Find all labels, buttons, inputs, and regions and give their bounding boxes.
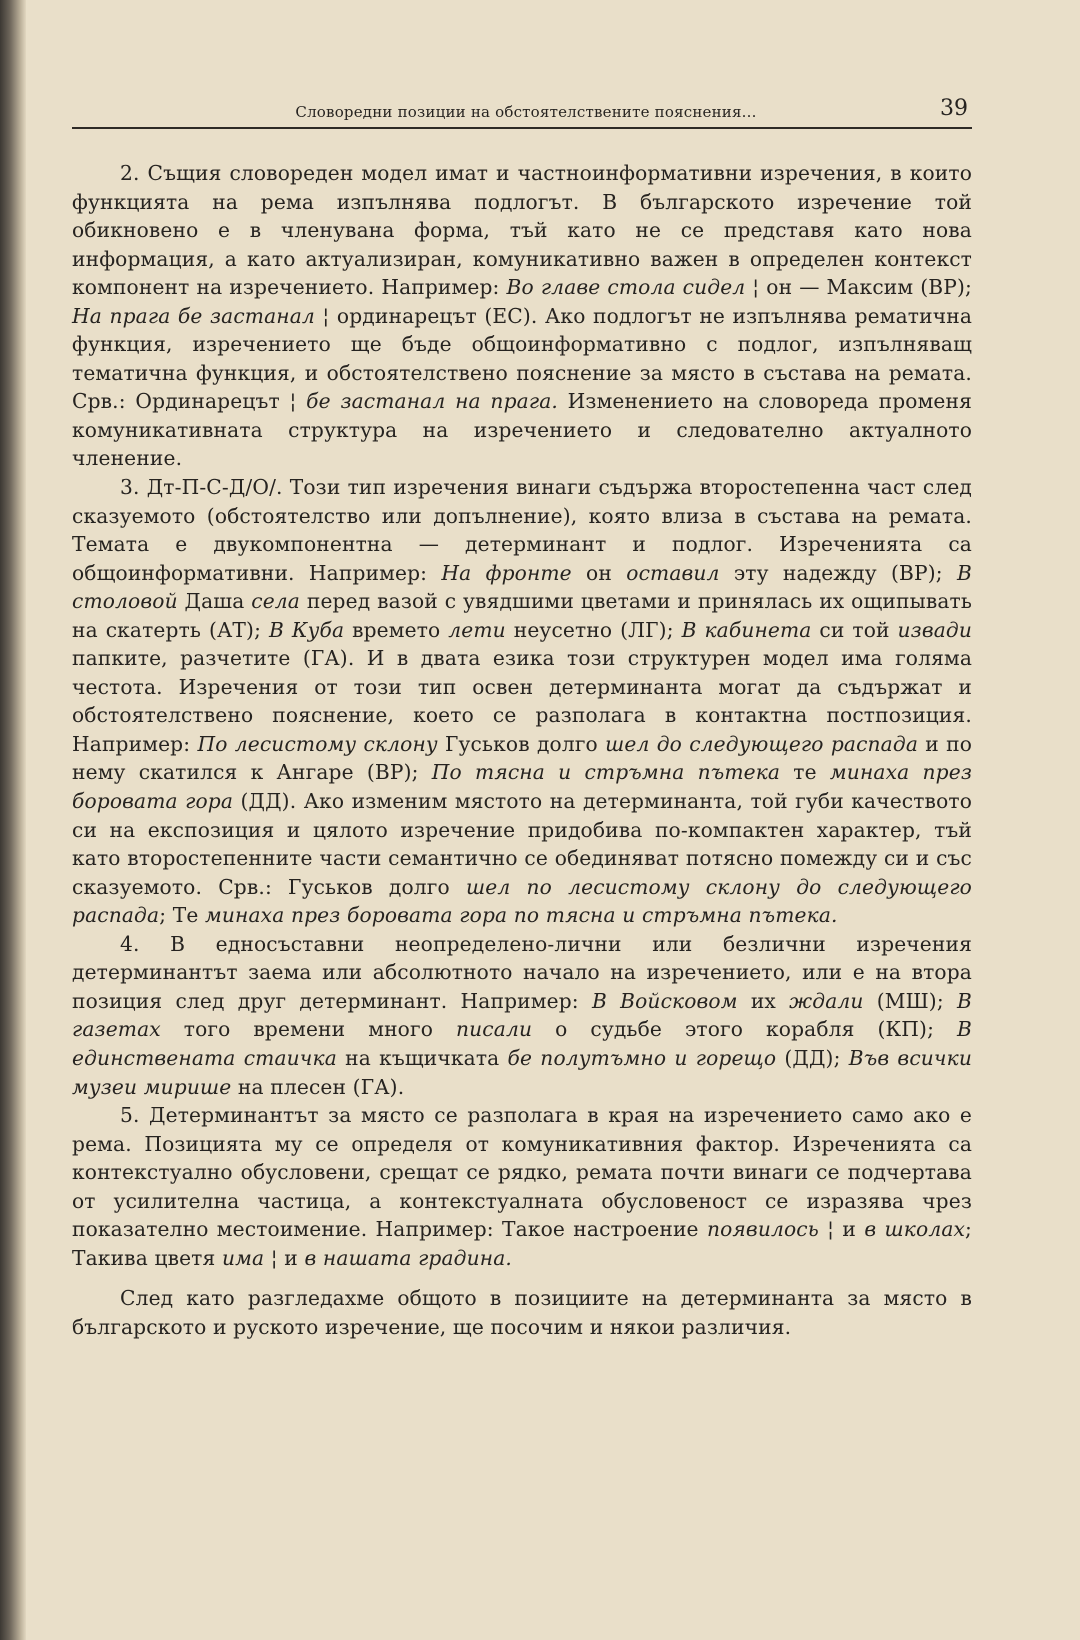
paragraph-3 (72, 473, 972, 930)
paragraph-text: Гуськов долго (437, 731, 606, 756)
italic-example-text: В единствената стаичка (72, 1017, 972, 1070)
paragraph-text: ; Такива цветя (72, 1217, 972, 1270)
italic-example-text: По лесистому склону (197, 731, 438, 756)
italic-example-text: В столовой (72, 560, 973, 614)
paragraph-2 (72, 159, 972, 473)
italic-example-text: В Войсковом (591, 988, 738, 1013)
italic-example-text: Во главе стола сидел (506, 275, 746, 300)
italic-example-text: минаха през боровата гора по тясна и стръмна пътека. (205, 903, 838, 928)
italic-example-text: шел по лесистому склону до следующего распада (72, 874, 972, 928)
paragraph-text: си той (811, 617, 898, 642)
page-header (72, 96, 972, 129)
italic-example-text: бе полутъмно и горещо (507, 1045, 777, 1070)
paragraph-text: 5. Детерминантът за място се разполага в края на изречението само ако е рема. Позицията му се определя от комуникативния фактор. Изреченията са контекстуално обусловени, срещат се рядко, ремата почти винаги се подчертава от усилителна частица, а контекстуалната обусловеност се изразява чрез показателно местоимение. Например: Такое настроение (72, 1103, 972, 1242)
paragraph-text: папките, разчетите (ГА). И в двата езика този структурен модел има голяма честота. Изречения от този тип освен детерминанта могат да съдържат и обстоятелствено пояснение, което се разполага в контактна постпозиция. Например: (72, 646, 972, 756)
italic-example-text: в школах (864, 1217, 966, 1242)
italic-example-text: села (251, 589, 300, 614)
italic-example-text: На прага бе застанал (72, 303, 315, 328)
paragraph-text: неусетно (ЛГ); (505, 617, 682, 642)
paragraph-text: ¦ ординарецът (ЕС). Ако подлогът не изпълнява рематична функция, изречението ще бъде общоинформативно с подлог, изпълняващ тематична функция, и обстоятелствено пояснение за място в състава на ремата. Срв.: Ординарецът ¦ (72, 303, 972, 414)
paragraph-text: ; Те (159, 903, 205, 928)
paragraph-text: о судьбе этого корабля (КП); (532, 1017, 957, 1042)
italic-example-text: ждали (789, 988, 864, 1013)
paragraph-text: и по нему скатился к Ангаре (ВР); (72, 731, 973, 785)
book-spine-shadow (0, 0, 26, 1640)
paragraph-text: те (780, 760, 830, 785)
italic-example-text: Във всички музеи мирише (72, 1045, 972, 1099)
paragraph-text: След като разгледахме общото в позициите на детерминанта за място в българското и руското изречение, ще посочим и някои различия. (72, 1286, 972, 1339)
page-number: 39 (940, 96, 968, 121)
paragraph-text: (ДД); (776, 1045, 849, 1070)
paragraph-text: 3. Дт-П-С-Д/О/. Този тип изречения винаги съдържа второстепенна част след сказуемото (обстоятелство или допълнение), която влиза в състава на ремата. Темата е двукомпонентна — детерминант и подлог. Изреченията са общоинформативни. Например: (72, 475, 972, 585)
paragraph-text: 2. Същия словореден модел имат и частноинформативни изречения, в които функцията на рема изпълнява подлогът. В българското изречение той обикновено е в членувана форма, тъй като не се представя като нова информация, а като актуализиран, комуникативно важен в определен контекст компонент на изречението. Например: (72, 161, 972, 300)
paragraph-text: времето (344, 617, 449, 642)
italic-example-text: има (221, 1245, 265, 1270)
italic-example-text: бе застанал на прага. (306, 389, 558, 414)
italic-example-text: минаха през боровата гора (72, 760, 972, 814)
paragraph-4 (72, 930, 972, 1101)
paragraph-text: 4. В едносъставни неопределено-лични или безлични изречения детерминантът заема или абсолютното начало на изречението, или е на втора позиция след друг детерминант. Например: (72, 931, 972, 1013)
paragraph-5 (72, 1101, 972, 1272)
italic-example-text: в нашата градина. (304, 1245, 512, 1270)
italic-example-text: В кабинета (681, 617, 812, 642)
running-title: Словоредни позиции на обстоятелствените пояснения... (295, 103, 757, 121)
paragraph-text: на къщичката (336, 1045, 508, 1070)
paragraph-conclusion (72, 1284, 972, 1341)
italic-example-text: оставил (626, 560, 720, 585)
italic-example-text: В газетах (72, 988, 972, 1042)
italic-example-text: извади (897, 617, 973, 642)
paragraph-text: ¦ и (264, 1245, 305, 1270)
paragraph-text: ¦ он — Максим (ВР); (745, 275, 972, 300)
paragraph-text: (ДД). Ако изменим мястото на детерминанта, той губи качеството си на експозиция и цялото изречение придобива по-компактен характер, тъй като второстепенните части семантично се обединяват потясно помежду си и със сказуемото. Срв.: Гуськов долго (72, 789, 973, 899)
italic-example-text: На фронте (441, 560, 572, 585)
paragraph-text: ¦ и (818, 1217, 865, 1242)
paragraph-text: того времени много (160, 1017, 456, 1042)
italic-example-text: шел до следующего распада (605, 731, 919, 756)
italic-example-text: В Куба (268, 617, 345, 642)
italic-example-text: По тясна и стръмна пътека (431, 760, 781, 785)
paragraph-text: Даша (177, 589, 252, 614)
paragraph-text: (МШ); (863, 988, 957, 1013)
paragraph-text: перед вазой с увядшими цветами и принялась их ощипывать на скатерть (АТ); (72, 589, 972, 642)
book-page (72, 96, 972, 1341)
italic-example-text: писали (456, 1017, 533, 1042)
italic-example-text: лети (448, 617, 506, 642)
page-body (72, 159, 972, 1341)
paragraph-text: Изменението на словореда променя комуникативната структура на изречението и следователно актуалното членение. (72, 389, 973, 471)
paragraph-text: их (737, 988, 790, 1013)
paragraph-text: на плесен (ГА). (231, 1074, 405, 1099)
paragraph-text: он (571, 560, 627, 585)
paragraph-text: эту надежду (ВР); (719, 560, 958, 585)
italic-example-text: появилось (706, 1217, 819, 1242)
